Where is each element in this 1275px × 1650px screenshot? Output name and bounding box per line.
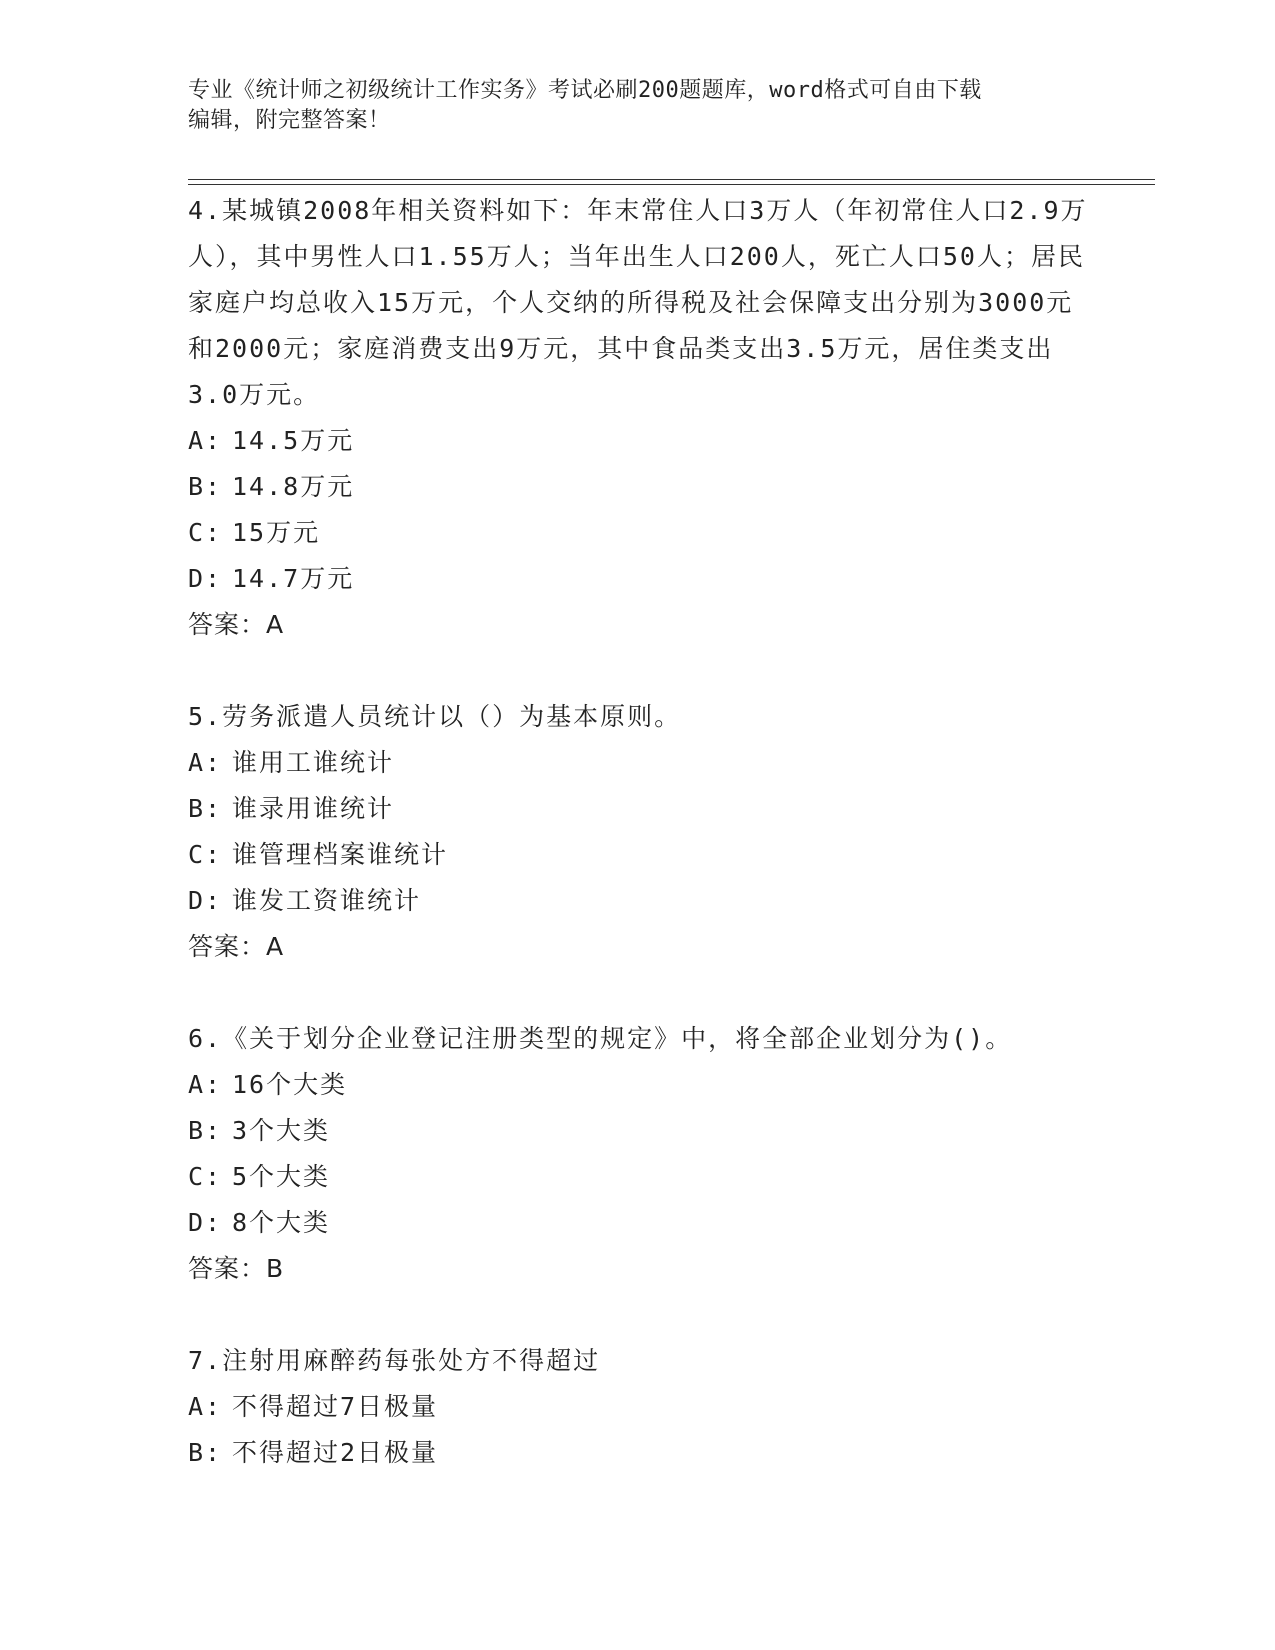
option-b	[188, 1430, 1088, 1476]
question-block	[188, 1016, 1088, 1292]
option-letter: A:	[188, 426, 223, 455]
header-divider-top	[188, 179, 1155, 180]
option-letter: D:	[188, 564, 223, 593]
option-text: 3个大类	[232, 1116, 331, 1145]
option-c	[188, 832, 1088, 878]
option-text: 14.5万元	[232, 426, 355, 455]
option-text: 16个大类	[232, 1070, 348, 1099]
header-divider-bottom	[188, 184, 1155, 185]
option-letter: A:	[188, 1392, 223, 1421]
option-letter: A:	[188, 1070, 223, 1099]
option-a	[188, 740, 1088, 786]
question-list	[188, 188, 1088, 1476]
option-text: 15万元	[232, 518, 321, 547]
header-line-1: 专业《统计师之初级统计工作实务》考试必刷200题题库，word格式可自由下载	[188, 78, 982, 103]
option-letter: C:	[188, 840, 223, 869]
header-line-2: 编辑，附完整答案！	[188, 108, 391, 133]
option-letter: C:	[188, 1162, 223, 1191]
option-b	[188, 786, 1088, 832]
option-c	[188, 510, 1088, 556]
answer-line: 答案：B	[188, 1254, 285, 1283]
option-a	[188, 418, 1088, 464]
option-text: 谁发工资谁统计	[232, 886, 422, 915]
option-letter: D:	[188, 886, 223, 915]
option-d	[188, 556, 1088, 602]
question-spacer	[188, 648, 1088, 694]
question-block	[188, 188, 1088, 648]
option-b	[188, 1108, 1088, 1154]
option-text: 5个大类	[232, 1162, 331, 1191]
option-letter: B:	[188, 1116, 223, 1145]
option-c	[188, 1154, 1088, 1200]
option-text: 8个大类	[232, 1208, 331, 1237]
option-letter: D:	[188, 1208, 223, 1237]
option-text: 不得超过7日极量	[232, 1392, 439, 1421]
option-text: 14.8万元	[232, 472, 355, 501]
question-stem: 5.劳务派遣人员统计以（）为基本原则。	[188, 702, 682, 731]
option-d	[188, 878, 1088, 924]
option-a	[188, 1062, 1088, 1108]
question-block	[188, 694, 1088, 970]
option-a	[188, 1384, 1088, 1430]
answer-line: 答案：A	[188, 932, 285, 961]
option-d	[188, 1200, 1088, 1246]
option-text: 谁用工谁统计	[232, 748, 395, 777]
document-header	[188, 76, 1088, 136]
question-spacer	[188, 1292, 1088, 1338]
option-b	[188, 464, 1088, 510]
answer-line: 答案：A	[188, 610, 285, 639]
question-block	[188, 1338, 1088, 1476]
question-spacer	[188, 970, 1088, 1016]
question-stem: 7.注射用麻醉药每张处方不得超过	[188, 1346, 601, 1375]
option-text: 不得超过2日极量	[232, 1438, 439, 1467]
option-letter: B:	[188, 472, 223, 501]
option-letter: B:	[188, 794, 223, 823]
question-stem: 4.某城镇2008年相关资料如下：年末常住人口3万人（年初常住人口2.9万人），其中男性人口1.55万人；当年出生人口200人，死亡人口50人；居民家庭户均总收入15万元，个人交纳的所得税及社会保障支出分别为3000元和2000元；家庭消费支出9万元，其中食品类支出3.5万元，居住类支出3.0万元。	[188, 196, 1088, 409]
option-letter: C:	[188, 518, 223, 547]
option-text: 谁录用谁统计	[232, 794, 395, 823]
option-text: 谁管理档案谁统计	[232, 840, 449, 869]
option-letter: A:	[188, 748, 223, 777]
question-stem: 6.《关于划分企业登记注册类型的规定》中，将全部企业划分为()。	[188, 1024, 1013, 1053]
option-text: 14.7万元	[232, 564, 355, 593]
option-letter: B:	[188, 1438, 223, 1467]
